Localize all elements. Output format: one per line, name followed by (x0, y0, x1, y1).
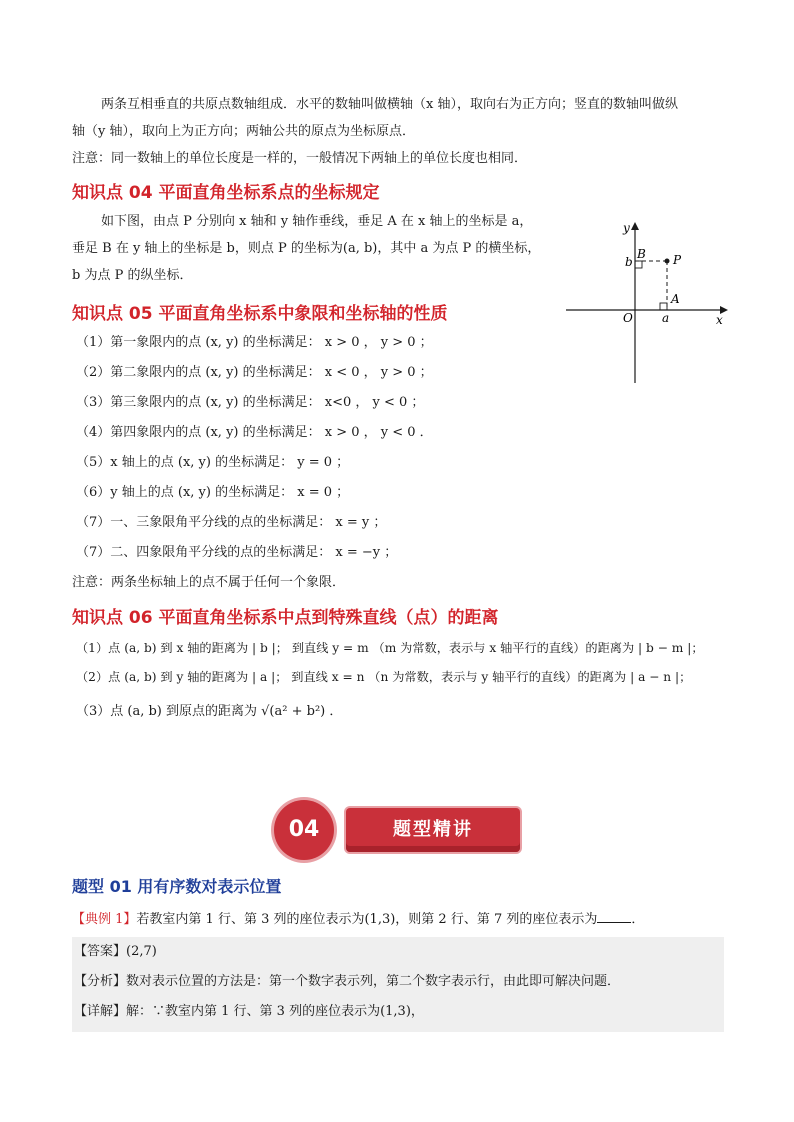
coordinate-figure (560, 218, 730, 388)
section-number-badge: 04 (274, 800, 334, 860)
kp05-item: （3）第三象限内的点 (x, y) 的坐标满足： x<0 ， y < 0 ； (76, 395, 425, 410)
kp04-line-3: b 为点 P 的纵坐标． (72, 268, 193, 283)
detail-line: 【详解】解：∵教室内第 1 行、第 3 列的座位表示为(1,3)， (74, 1004, 424, 1019)
kp05-item: （5）x 轴上的点 (x, y) 的坐标满足： y = 0 ； (76, 455, 350, 470)
y-axis-label: y (623, 221, 630, 235)
kp05-item: （4）第四象限内的点 (x, y) 的坐标满足： x > 0 ， y < 0 ． (76, 425, 433, 440)
x-axis-label: x (716, 313, 723, 327)
a-label: a (662, 311, 670, 325)
example-1 (72, 910, 644, 929)
kp06-title: 知识点 06 平面直角坐标系中点到特殊直线（点）的距离 (72, 608, 499, 628)
kp05-note: 注意：两条坐标轴上的点不属于任何一个象限． (72, 575, 346, 590)
origin-label: O (623, 311, 633, 325)
kp05-title: 知识点 05 平面直角坐标系中象限和坐标轴的性质 (72, 304, 448, 324)
P-label: P (673, 253, 682, 267)
kp05-item: （7）二、四象限角平分线的点的坐标满足： x = −y ； (76, 545, 398, 560)
kp05-item: （6）y 轴上的点 (x, y) 的坐标满足： x = 0 ； (76, 485, 350, 500)
example-tag: 【典例 1】 (72, 912, 137, 927)
intro-line-1: 两条互相垂直的共原点数轴组成．水平的数轴叫做横轴（x 轴），取向右为正方向；竖直的数轴叫做纵 (101, 97, 678, 112)
kp05-item: （1）第一象限内的点 (x, y) 的坐标满足： x > 0 ， y > 0 ； (76, 335, 433, 350)
kp06-item: （1）点 (a, b) 到 x 轴的距离为 | b |； 到直线 y = m （m 为常数，表示与 x 轴平行的直线）的距离为 | b − m |； (76, 641, 704, 655)
b-label: b (625, 255, 633, 269)
analysis-line: 【分析】数对表示位置的方法是：第一个数字表示列，第二个数字表示行，由此即可解决问题． (74, 974, 621, 989)
example-end: ． (631, 912, 645, 927)
kp05-item: （2）第二象限内的点 (x, y) 的坐标满足： x < 0 ， y > 0 ； (76, 365, 433, 380)
kp04-line-2: 垂足 B 在 y 轴上的坐标是 b，则点 P 的坐标为(a, b)，其中 a 为点 P 的横坐标， (72, 241, 541, 256)
kp04-title: 知识点 04 平面直角坐标系点的坐标规定 (72, 183, 380, 203)
kp06-item: （2）点 (a, b) 到 y 轴的距离为 | a |； 到直线 x = n （n 为常数，表示与 y 轴平行的直线）的距离为 | a − n |； (76, 670, 692, 684)
intro-line-2: 轴（y 轴），取向上为正方向；两轴公共的原点为坐标原点． (72, 124, 415, 139)
intro-note: 注意：同一数轴上的单位长度是一样的，一般情况下两轴上的单位长度也相同． (72, 151, 528, 166)
section-banner: 题型精讲 (346, 808, 520, 852)
A-label: A (671, 292, 680, 306)
B-label: B (637, 247, 646, 261)
kp05-item: （7）一、三象限角平分线的点的坐标满足： x = y ； (76, 515, 387, 530)
answer-blank (597, 910, 631, 923)
answer-line: 【答案】(2,7) (74, 944, 157, 959)
kp06-item: （3）点 (a, b) 到原点的距离为 √(a² + b²) ． (76, 704, 343, 719)
type01-title: 题型 01 用有序数对表示位置 (72, 877, 282, 896)
answer-box (72, 937, 724, 1032)
example-text: 若教室内第 1 行、第 3 列的座位表示为(1,3)，则第 2 行、第 7 列的座位表示为 (136, 912, 598, 927)
kp04-line-1: 如下图，由点 P 分别向 x 轴和 y 轴作垂线，垂足 A 在 x 轴上的坐标是 a， (101, 214, 533, 229)
point-p (665, 259, 670, 264)
